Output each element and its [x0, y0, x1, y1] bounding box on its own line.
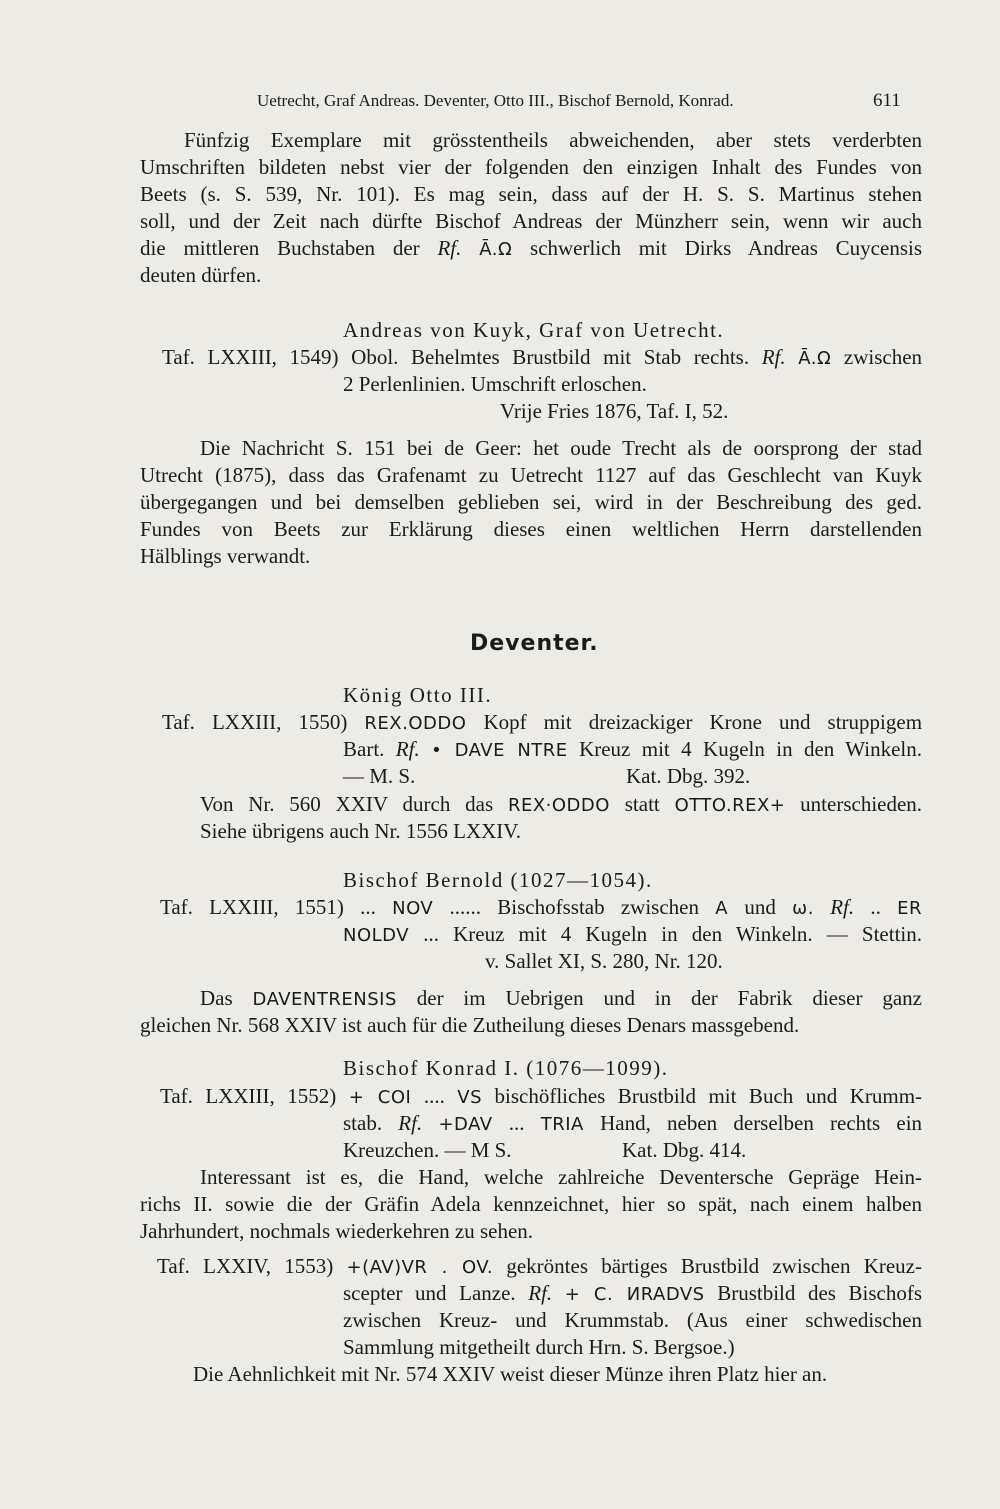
coin-inscription: ω. — [792, 898, 814, 919]
catalog-entry-line — [343, 1281, 922, 1307]
text-line: Fünfzig Exemplare mit grösstentheils abweichenden, aber stets verderbten — [184, 128, 922, 152]
coin-inscription: +(AV)VR . OV. — [346, 1257, 494, 1278]
coin-inscription: Ā.Ω — [798, 348, 832, 369]
text-line: gleichen Nr. 568 XXIV ist auch für die Zutheilung dieses Denars massgebend. — [140, 1013, 800, 1037]
text-span: Bart. — [343, 737, 385, 761]
text-span: .. — [870, 895, 881, 919]
coin-inscription: + C. ИRADVS — [564, 1284, 705, 1305]
coin-inscription: REX·ODDO — [507, 795, 610, 816]
text-span: Kopf mit dreizackiger Krone und struppigem — [483, 710, 923, 734]
text-span: zwischen — [843, 345, 923, 369]
text-line: richs II. sowie die der Gräfin Adela kennzeichnet, hier so spät, nach einem halben — [140, 1192, 922, 1216]
text-line: Hälblings verwandt. — [140, 544, 311, 568]
coin-inscription: DAVENTRENSIS — [252, 989, 397, 1010]
text-span: scepter und Lanze. — [343, 1281, 516, 1305]
text-line: Fundes von Beets zur Erklärung dieses einen weltlichen Herrn darstellenden — [140, 517, 922, 541]
reverse-abbr: Rf. — [830, 895, 855, 919]
reference: v. Sallet XI, S. 280, Nr. 120. — [485, 949, 723, 973]
reference: Kat. Dbg. 414. — [622, 1138, 747, 1162]
text-line: Die Aehnlichkeit mit Nr. 574 XXIV weist dieser Münze ihren Platz hier an. — [193, 1362, 828, 1386]
text-span: Brustbild des Bischofs — [717, 1281, 923, 1305]
reference: Kat. Dbg. 392. — [626, 764, 751, 788]
catalog-entry-line: 2 Perlenlinien. Umschrift erloschen. — [343, 372, 647, 396]
text-span: Taf. LXXIV, 1553) — [157, 1254, 334, 1278]
coin-inscription: + COI — [348, 1087, 412, 1108]
text-line — [200, 792, 922, 818]
text-span: unterschieden. — [800, 792, 923, 816]
subheading: Andreas von Kuyk, Graf von Uetrecht. — [343, 318, 725, 342]
reverse-abbr: Rf. — [528, 1281, 553, 1305]
coin-inscription: Ā.Ω — [479, 239, 513, 260]
text-span: Von Nr. 560 XXIV durch das — [200, 792, 494, 816]
coin-inscription: A — [715, 898, 729, 919]
reverse-abbr: Rf. — [398, 1111, 423, 1135]
subheading: Bischof Konrad I. (1076—1099). — [343, 1056, 669, 1080]
catalog-entry-line — [157, 1254, 922, 1280]
text-span: ... Kreuz mit 4 Kugeln in den Winkeln. — Stettin. — [423, 922, 922, 946]
coin-inscription: ER — [897, 898, 923, 919]
catalog-entry-line: zwischen Kreuz- und Krummstab. (Aus einer schwedischen — [343, 1308, 922, 1332]
text-line: Interessant ist es, die Hand, welche zahlreiche Deventersche Gepräge Hein- — [200, 1165, 922, 1189]
text-span: stab. — [343, 1111, 383, 1135]
text-line: Umschriften bildeten nebst vier der folgenden den einzigen Inhalt des Fundes von — [140, 155, 922, 179]
text-span: Das — [200, 986, 233, 1010]
text-span: schwerlich mit Dirks Andreas Cuycensis — [530, 236, 923, 260]
section-title: Deventer. — [470, 631, 599, 656]
coin-inscription: NOLDV — [343, 925, 410, 946]
text-span: der im Uebrigen und in der Fabrik dieser ganz — [416, 986, 922, 1010]
text-span: Taf. LXXIII, 1552) — [160, 1084, 337, 1108]
text-span: die mittleren Buchstaben der — [140, 236, 420, 260]
text-line: Utrecht (1875), dass das Grafenamt zu Uetrecht 1127 auf das Geschlecht van Kuyk — [140, 463, 922, 487]
catalog-entry-line — [343, 737, 922, 763]
text-line: soll, und der Zeit nach dürfte Bischof Andreas der Münzherr sein, wenn wir auch — [140, 209, 922, 233]
coin-inscription: +DAV — [438, 1114, 493, 1135]
reverse-abbr: Rf. — [437, 236, 462, 260]
catalog-entry-line — [343, 1111, 922, 1137]
catalog-entry-line — [343, 922, 922, 948]
coin-inscription: • DAVE NTRE — [431, 740, 568, 761]
text-span: ...... Bischofsstab zwischen — [449, 895, 699, 919]
catalog-entry-line — [160, 1084, 922, 1110]
text-span: bischöfliches Brustbild mit Buch und Krumm- — [494, 1084, 923, 1108]
text-line: übergegangen und bei demselben geblieben sei, wird in der Beschreibung des ged. — [140, 490, 922, 514]
reverse-abbr: Rf. — [761, 345, 786, 369]
coin-inscription: VS — [457, 1087, 483, 1108]
text-span: ... — [508, 1111, 525, 1135]
catalog-entry-line: Kreuzchen. — M S. — [343, 1138, 512, 1162]
text-span: Kreuz mit 4 Kugeln in den Winkeln. — [579, 737, 923, 761]
text-span: Taf. LXXIII, 1549) Obol. Behelmtes Brustbild mit Stab rechts. — [162, 345, 750, 369]
coin-inscription: TRIA — [540, 1114, 584, 1135]
catalog-entry-line: Sammlung mitgetheilt durch Hrn. S. Bergsoe.) — [343, 1335, 735, 1359]
text-span: gekröntes bärtiges Brustbild zwischen Kreuz- — [506, 1254, 922, 1278]
catalog-entry-line — [162, 710, 922, 736]
text-line: Die Nachricht S. 151 bei de Geer: het oude Trecht als de oorsprong der stad — [200, 436, 922, 460]
catalog-entry-line — [160, 895, 922, 921]
reverse-abbr: Rf. — [395, 737, 420, 761]
text-span: und — [744, 895, 776, 919]
text-line: deuten dürfen. — [140, 263, 262, 287]
text-line: Jahrhundert, nochmals wiederkehren zu sehen. — [140, 1219, 534, 1243]
text-span: Taf. LXXIII, 1551) ... — [160, 895, 376, 919]
text-line: Beets (s. S. 539, Nr. 101). Es mag sein, dass auf der H. S. S. Martinus stehen — [140, 182, 922, 206]
catalog-entry-line — [162, 345, 922, 371]
text-line — [140, 236, 922, 262]
text-line — [200, 986, 922, 1012]
subheading: König Otto III. — [343, 683, 493, 707]
text-line: Siehe übrigens auch Nr. 1556 LXXIV. — [200, 819, 521, 843]
running-title: Uetrecht, Graf Andreas. Deventer, Otto III., Bischof Bernold, Konrad. — [257, 91, 734, 110]
page-number: 611 — [873, 90, 901, 111]
text-span: Hand, neben derselben rechts ein — [600, 1111, 923, 1135]
text-span: .... — [423, 1084, 445, 1108]
coin-inscription: OTTO.REX+ — [674, 795, 786, 816]
subheading: Bischof Bernold (1027—1054). — [343, 868, 653, 892]
catalog-entry-line: — M. S. — [343, 764, 416, 788]
text-span: Taf. LXXIII, 1550) — [162, 710, 348, 734]
text-span: statt — [624, 792, 660, 816]
coin-inscription: REX.ODDO — [364, 713, 467, 734]
coin-inscription: NOV — [392, 898, 434, 919]
reference: Vrije Fries 1876, Taf. I, 52. — [500, 399, 729, 423]
